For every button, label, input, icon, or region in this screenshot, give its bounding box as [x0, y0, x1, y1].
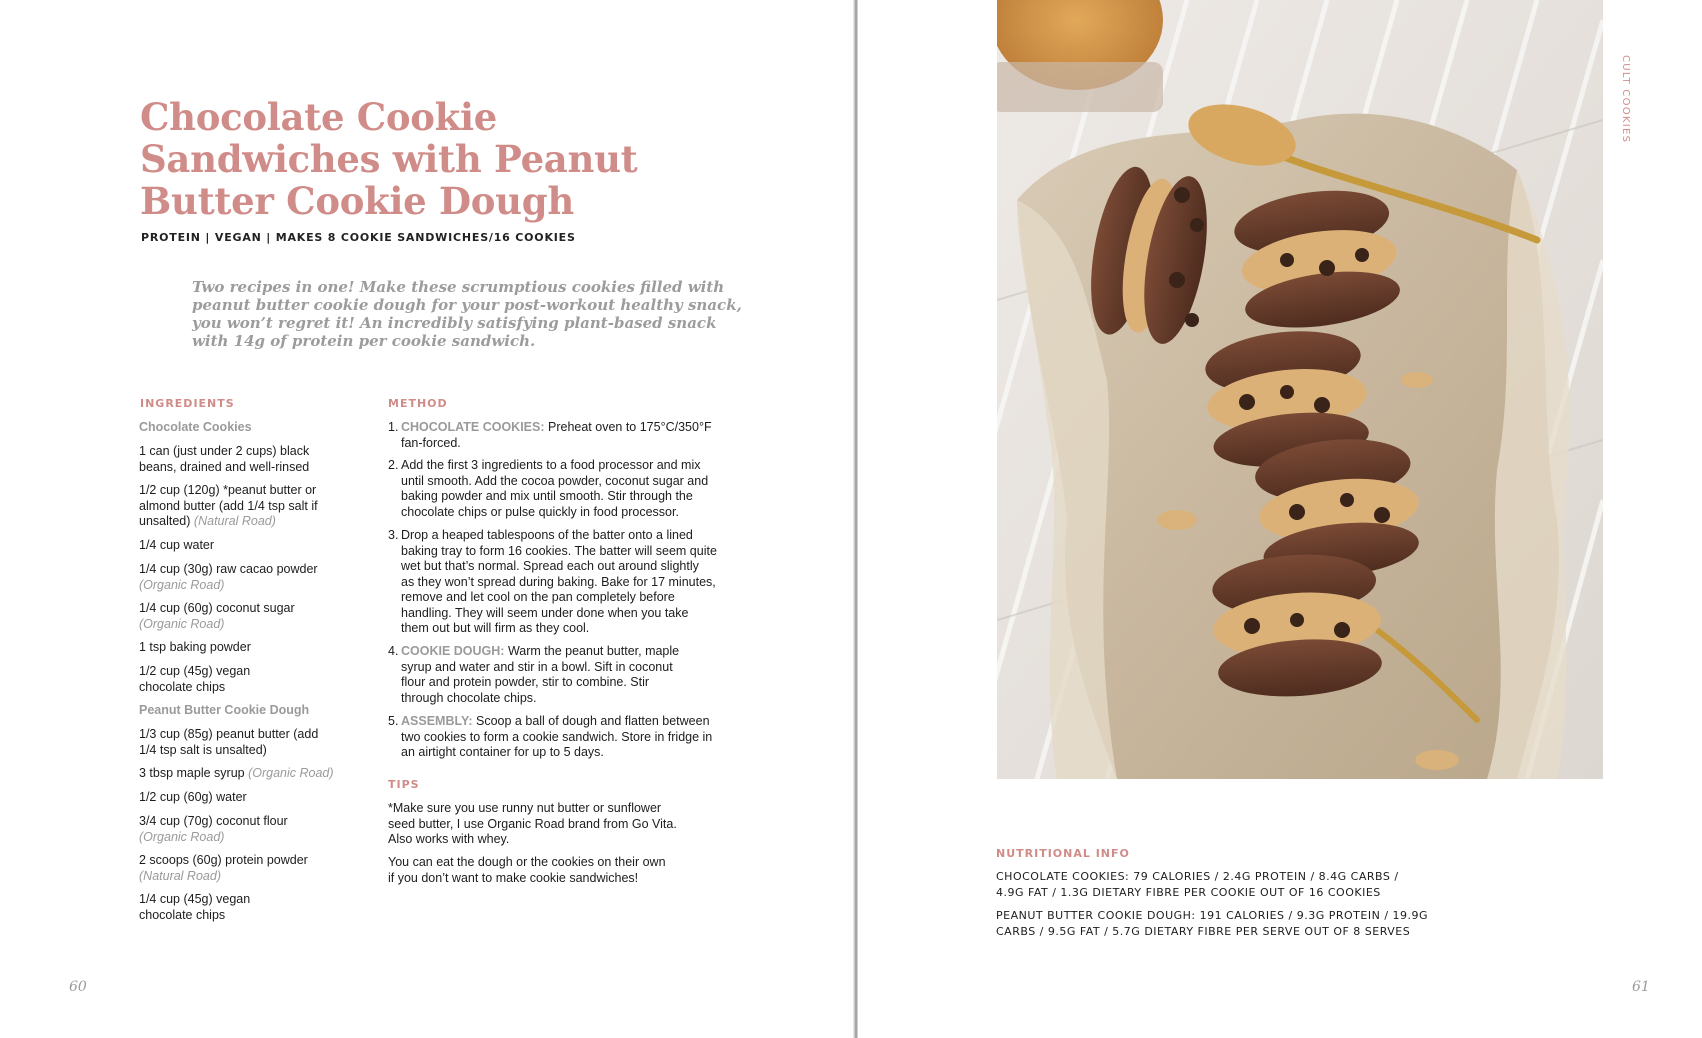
ingredient-item [139, 444, 369, 475]
step-first-line: Warm the peanut butter, maple [504, 644, 680, 658]
ingredient-item [139, 814, 369, 845]
ingredient-item [139, 601, 369, 632]
step-line: remove and let cool on the pan completely before [401, 590, 675, 604]
ingredient-text: unsalted) [139, 514, 191, 528]
intro-line: you won’t regret it! An incredibly satisfying plant-based snack [192, 314, 717, 332]
step-line: flour and protein powder, stir to combine. Stir [401, 675, 650, 689]
method-step [388, 644, 728, 708]
ingredients-group-title: Peanut Butter Cookie Dough [139, 703, 310, 717]
step-text [401, 644, 731, 706]
step-first-line: Scoop a ball of dough and flatten between [472, 714, 710, 728]
ingredient-line: 1 tsp baking powder [139, 640, 251, 654]
ingredient-line: 1/4 tsp salt is unsalted) [139, 742, 267, 757]
right-page [858, 0, 1702, 1038]
brand-note: (Organic Road) [139, 616, 225, 631]
recipe-intro [192, 278, 742, 350]
ingredient-line [139, 514, 369, 530]
ingredient-line: 1/2 cup (45g) vegan [139, 664, 251, 678]
ingredient-line: 1/3 cup (85g) peanut butter (add [139, 727, 319, 741]
ingredients-heading: INGREDIENTS [140, 397, 235, 410]
ingredient-line: beans, drained and well-rinsed [139, 459, 310, 474]
step-line: through chocolate chips. [401, 690, 537, 705]
step-line: Add the first 3 ingredients to a food processor and mix [401, 458, 701, 472]
brand-note: (Organic Road) [248, 766, 334, 780]
ingredient-item [139, 727, 369, 758]
ingredient-item [139, 640, 369, 656]
tip-line: Also works with whey. [388, 832, 510, 846]
tip-paragraph [388, 855, 708, 886]
step-number: 2. [388, 458, 399, 472]
nutrition-heading: NUTRITIONAL INFO [996, 847, 1130, 860]
step-line: handling. They will seem under done when you take [401, 605, 689, 620]
page-number-right: 61 [1632, 979, 1650, 995]
title-line: Butter Cookie Dough [140, 179, 574, 223]
ingredient-item [139, 664, 369, 695]
tip-line: *Make sure you use runny nut butter or sunflower [388, 801, 662, 815]
step-label: ASSEMBLY: [401, 714, 473, 728]
step-number: 5. [388, 714, 399, 728]
ingredient-line: 2 scoops (60g) protein powder [139, 853, 308, 867]
step-line: fan-forced. [401, 435, 461, 450]
ingredient-line [139, 766, 369, 782]
method-heading: METHOD [388, 397, 448, 410]
step-line [401, 420, 731, 436]
step-text [401, 458, 731, 520]
step-number: 4. [388, 644, 399, 658]
step-line: chocolate chips or pulse quickly in food processor. [401, 504, 679, 519]
step-line: an airtight container for up to 5 days. [401, 745, 604, 759]
ingredient-line: 1/2 cup (120g) *peanut butter or [139, 483, 317, 497]
nutrition-line: CHOCOLATE COOKIES: 79 CALORIES / 2.4G PROTEIN / 8.4G CARBS / [996, 870, 1399, 883]
method-step [388, 458, 728, 522]
ingredient-line: 3/4 cup (70g) coconut flour [139, 814, 288, 828]
ingredient-item [139, 790, 369, 806]
nutrition-line: 4.9G FAT / 1.3G DIETARY FIBRE PER COOKIE OUT OF 16 COOKIES [996, 886, 1381, 899]
section-tab-label: CULT COOKIES [1620, 55, 1631, 144]
step-line: Drop a heaped tablespoons of the batter onto a lined [401, 528, 693, 542]
step-line: two cookies to form a cookie sandwich. Store in fridge in [401, 729, 713, 744]
step-number: 3. [388, 528, 399, 542]
brand-note: (Natural Road) [139, 868, 221, 883]
step-line [401, 644, 731, 660]
nutrition-chocolate-cookies [996, 869, 1446, 901]
ingredient-line: 1/2 cup (60g) water [139, 790, 247, 804]
ingredient-line: chocolate chips [139, 679, 226, 694]
ingredient-line: almond butter (add 1/4 tsp salt if [139, 498, 318, 513]
ingredient-item [139, 853, 369, 884]
ingredient-item [139, 562, 369, 593]
ingredient-item [139, 483, 369, 530]
step-line: baking powder and mix until smooth. Stir through the [401, 489, 693, 503]
step-first-line: Preheat oven to 175°C/350°F [544, 420, 712, 434]
tips-heading: TIPS [388, 778, 420, 791]
recipe-title [140, 96, 700, 222]
nutrition-cookie-dough [996, 908, 1446, 940]
step-line: baking tray to form 16 cookies. The batter will seem quite [401, 543, 717, 558]
step-label: COOKIE DOUGH: [401, 644, 505, 658]
step-line: as they won’t spread during baking. Bake for 17 minutes, [401, 574, 716, 589]
ingredient-line: 1/4 cup (30g) raw cacao powder [139, 562, 318, 576]
tip-line: if you don’t want to make cookie sandwiches! [388, 870, 639, 885]
recipe-photo [997, 0, 1603, 779]
intro-line: Two recipes in one! Make these scrumptious cookies filled with [192, 278, 725, 296]
brand-note: (Organic Road) [139, 829, 225, 844]
tip-line: You can eat the dough or the cookies on their own [388, 855, 666, 869]
step-text [401, 420, 731, 451]
tip-line: seed butter, I use Organic Road brand from Go Vita. [388, 816, 677, 831]
intro-line: with 14g of protein per cookie sandwich. [192, 332, 536, 350]
method-step [388, 528, 728, 638]
step-line: wet but that’s normal. Spread each out around slightly [401, 559, 699, 573]
step-text [401, 528, 731, 637]
ingredient-line: chocolate chips [139, 907, 226, 922]
brand-note: (Organic Road) [139, 577, 225, 592]
nutrition-line: PEANUT BUTTER COOKIE DOUGH: 191 CALORIES / 9.3G PROTEIN / 19.9G [996, 909, 1429, 922]
brand-note: (Natural Road) [193, 514, 276, 528]
ingredients-group-title: Chocolate Cookies [139, 420, 252, 434]
ingredient-line: 1 can (just under 2 cups) black [139, 444, 310, 458]
intro-line: peanut butter cookie dough for your post-workout healthy snack, [192, 296, 742, 314]
step-line: them out but will firm as they cool. [401, 621, 590, 635]
step-line [401, 714, 731, 730]
method-step [388, 714, 728, 762]
step-label: CHOCOLATE COOKIES: [401, 420, 545, 434]
title-line: Chocolate Cookie [140, 95, 498, 139]
ingredient-line: 1/4 cup (45g) vegan [139, 892, 251, 906]
cookie-sandwiches-photo [997, 0, 1603, 779]
section-tab [1620, 55, 1634, 155]
ingredient-line: 1/4 cup (60g) coconut sugar [139, 601, 295, 615]
page-number-left: 60 [69, 979, 87, 995]
nutrition-line: CARBS / 9.5G FAT / 5.7G DIETARY FIBRE PER SERVE OUT OF 8 SERVES [996, 925, 1411, 938]
ingredient-line: 1/4 cup water [139, 538, 215, 552]
step-text [401, 714, 731, 761]
ingredient-text: 3 tbsp maple syrup [139, 766, 245, 780]
step-line: until smooth. Add the cocoa powder, coconut sugar and [401, 473, 709, 488]
ingredient-item [139, 538, 369, 554]
ingredient-item [139, 766, 369, 782]
ingredient-item [139, 892, 369, 923]
step-number: 1. [388, 420, 399, 434]
tip-paragraph [388, 801, 708, 848]
step-line: syrup and water and stir in a bowl. Sift in coconut [401, 659, 673, 674]
method-step [388, 420, 728, 452]
title-line: Sandwiches with Peanut [140, 137, 638, 181]
recipe-tags: PROTEIN | VEGAN | MAKES 8 COOKIE SANDWICHES/16 COOKIES [141, 231, 576, 244]
